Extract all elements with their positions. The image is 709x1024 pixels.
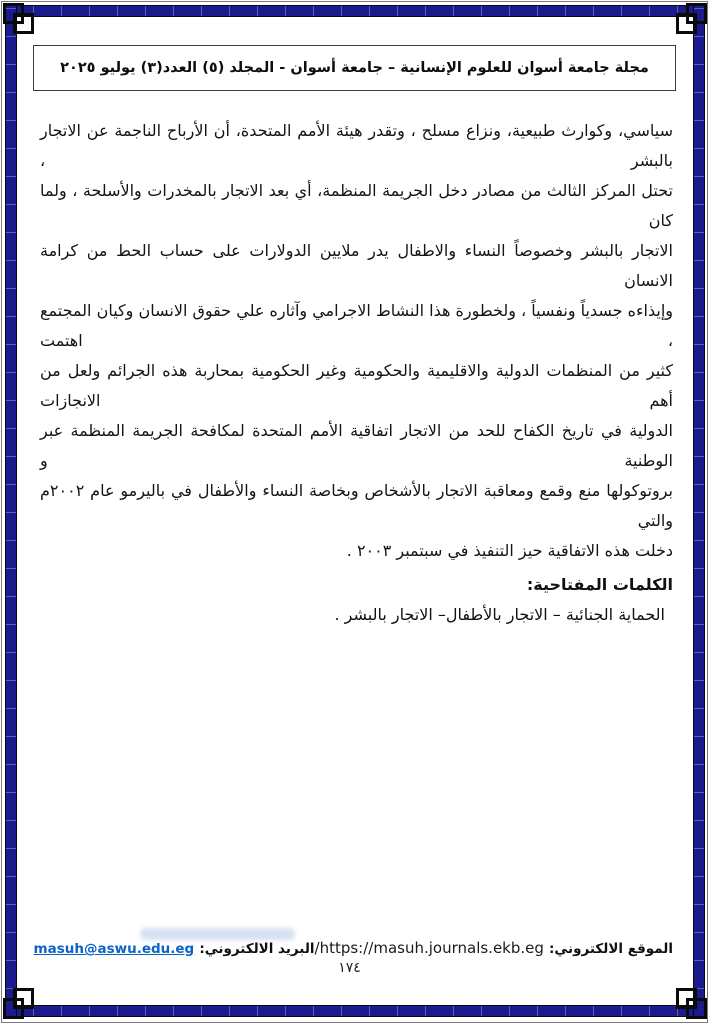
email-group bbox=[34, 938, 315, 957]
abstract-body bbox=[40, 116, 673, 630]
corner-ornament-bottom-right-inner bbox=[676, 988, 697, 1009]
footer bbox=[33, 938, 673, 957]
keywords-text: الحماية الجنائية – الاتجار بالأطفال– الاتجار بالبشر . bbox=[334, 605, 665, 624]
paragraph-line: سياسي، وكوارث طبيعية، ونزاع مسلح ، وتقدر هيئة الأمم المتحدة، أن الأرباح الناجمة عن الاتجار بالبشر ، bbox=[40, 121, 673, 170]
page-number: ١٧٤ bbox=[338, 960, 361, 976]
corner-ornament-bottom-left-inner bbox=[13, 988, 34, 1009]
keywords-heading: الكلمات المفتاحية: bbox=[526, 575, 673, 594]
frame-band-left bbox=[5, 5, 17, 1017]
paragraph-line: بروتوكولها منع وقمع ومعاقبة الاتجار بالأشخاص وبخاصة النساء والأطفال في باليرمو عام ٢٠٠٢م والتي bbox=[40, 481, 673, 530]
frame-band-right bbox=[693, 5, 705, 1017]
email-link[interactable]: masuh@aswu.edu.eg bbox=[33, 941, 195, 957]
email-label: البريد الالكتروني: bbox=[199, 941, 315, 957]
paragraph-line: تحتل المركز الثالث من مصادر دخل الجريمة المنظمة، أي بعد الاتجار بالمخدرات والأسلحة ، ولما كان bbox=[40, 181, 673, 230]
paragraph-line: دخلت هذه الاتفاقية حيز التنفيذ في سبتمبر ٢٠٠٣ . bbox=[346, 541, 673, 560]
frame-band-top bbox=[5, 5, 705, 17]
paragraph-line: الاتجار بالبشر وخصوصاً النساء والاطفال يدر ملايين الدولارات على حساب الحط من كرامة الانسان bbox=[40, 241, 673, 290]
paragraph-line: كثير من المنظمات الدولية والاقليمية والحكومية وغير الحكومية بمحاربة هذه الجرائم ولعل من أهم الانجازات bbox=[40, 361, 673, 410]
journal-title-line: مجلة جامعة أسوان للعلوم الإنسانية – جامعة أسوان - المجلد (٥) العدد(٣) يوليو ٢٠٢٥ bbox=[60, 60, 649, 76]
website-group bbox=[315, 938, 673, 957]
website-label: الموقع الالكتروني: bbox=[549, 941, 673, 957]
journal-header-box bbox=[33, 45, 676, 91]
frame-band-bottom bbox=[5, 1005, 705, 1017]
paragraph-line: الدولية في تاريخ الكفاح للحد من الاتجار اتفاقية الأمم المتحدة لمكافحة الجريمة المنظمة عبر الوطنية و bbox=[40, 421, 673, 470]
paragraph-line: وإيذاءه جسدياً ونفسياً ، ولخطورة هذا النشاط الاجرامي وآثاره علي حقوق الانسان وكيان المجتمع ، اهتمت bbox=[40, 301, 673, 350]
website-url: https://masuh.journals.ekb.eg/ bbox=[314, 939, 544, 957]
corner-ornament-top-left-inner bbox=[13, 13, 34, 34]
corner-ornament-top-right-inner bbox=[676, 13, 697, 34]
